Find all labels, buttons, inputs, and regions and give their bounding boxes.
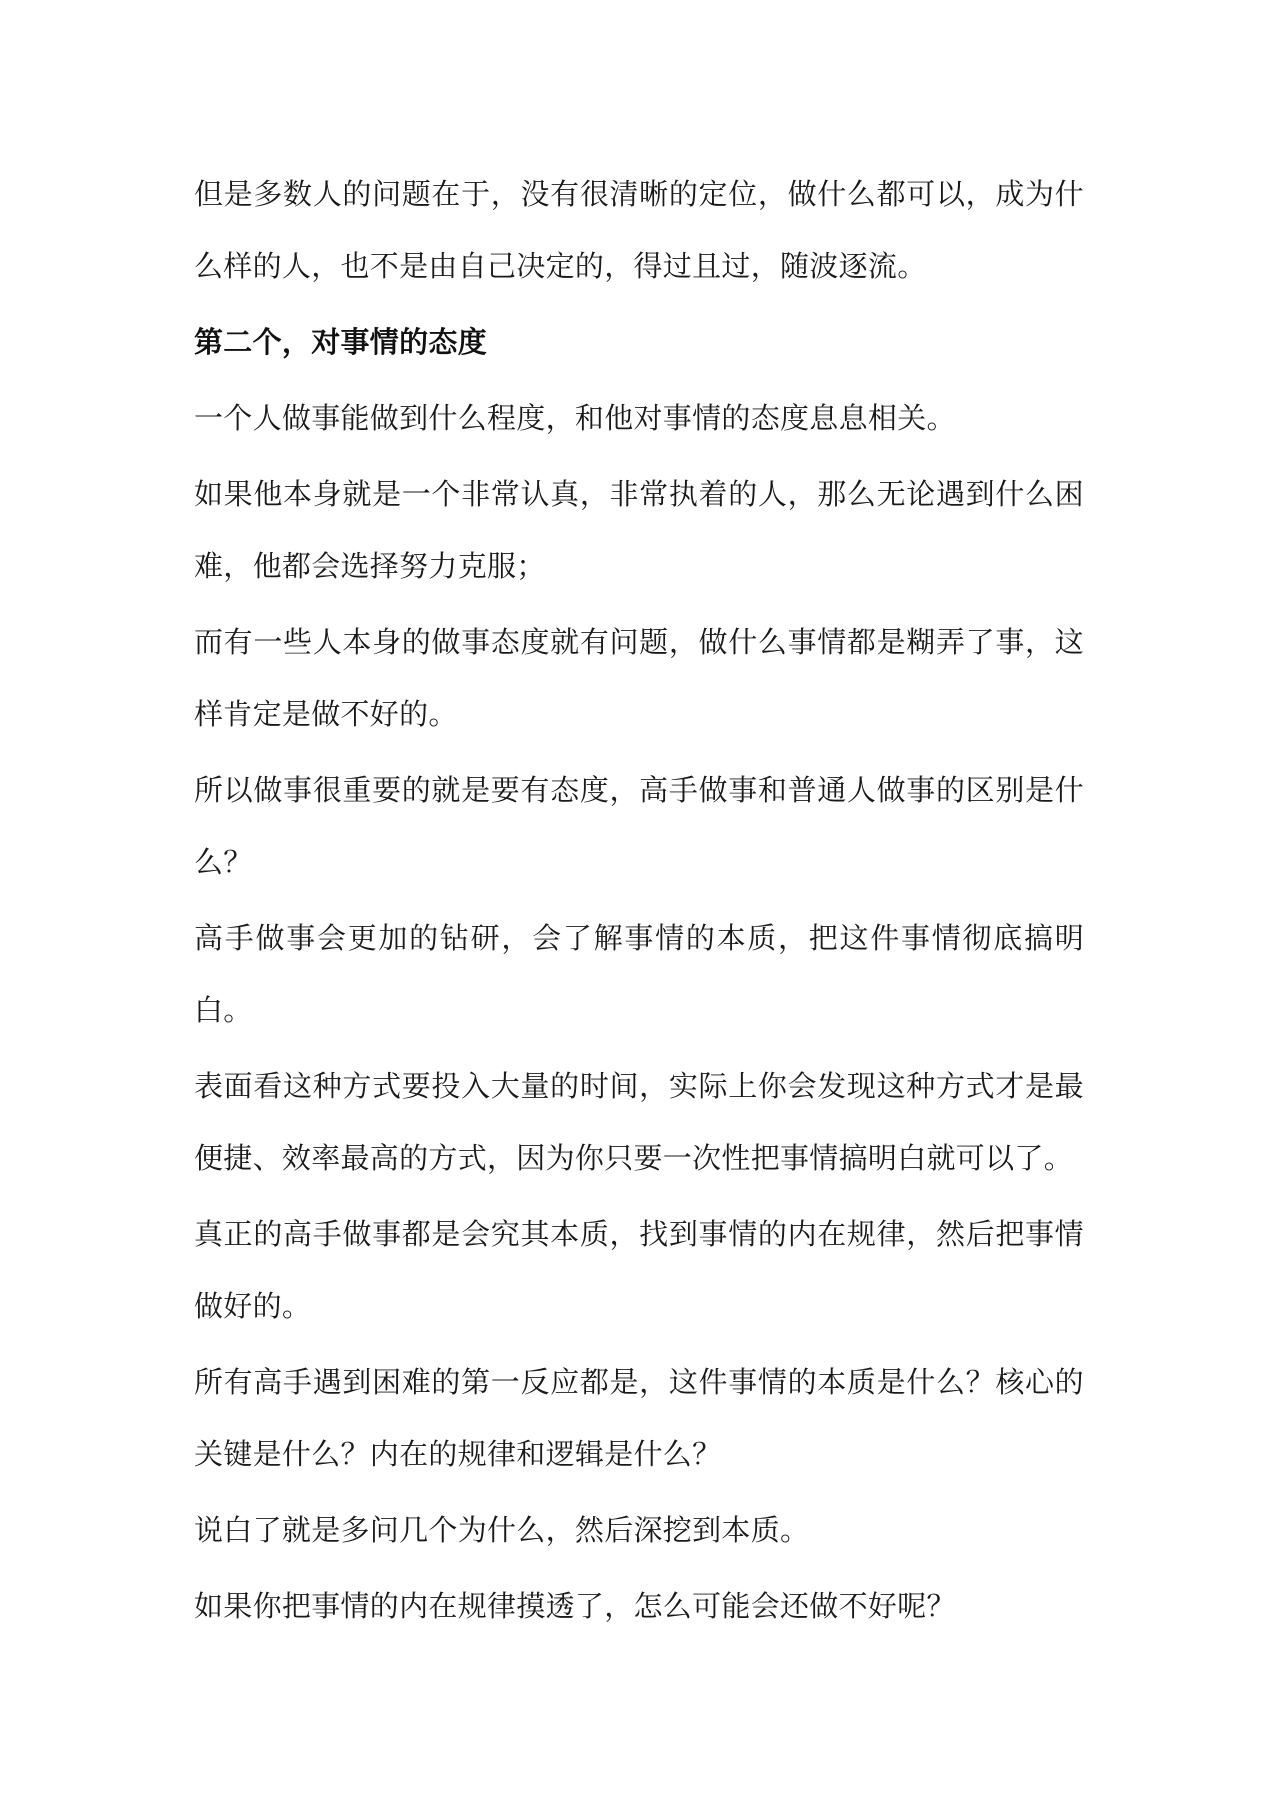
paragraph-10: 说白了就是多问几个为什么，然后深挖到本质。	[194, 1513, 810, 1547]
paragraph-7: 表面看这种方式要投入大量的时间，实际上你会发现这种方式才是最便捷、效率最高的方式，因为你只要一次性把事情搞明白就可以了。	[194, 1069, 1084, 1175]
paragraph-11: 如果你把事情的内在规律摸透了，怎么可能会还做不好呢？	[194, 1589, 956, 1623]
paragraph-1: 但是多数人的问题在于，没有很清晰的定位，做什么都可以，成为什么样的人，也不是由自己决定的，得过且过，随波逐流。	[194, 177, 1084, 283]
paragraph-2: 一个人做事能做到什么程度，和他对事情的态度息息相关。	[194, 401, 956, 435]
paragraph-5: 所以做事很重要的就是要有态度，高手做事和普通人做事的区别是什么？	[194, 773, 1084, 879]
paragraph-6: 高手做事会更加的钻研，会了解事情的本质，把这件事情彻底搞明白。	[194, 921, 1084, 1027]
paragraph-9: 所有高手遇到困难的第一反应都是，这件事情的本质是什么？核心的关键是什么？内在的规律和逻辑是什么？	[194, 1365, 1084, 1471]
section-heading: 第二个，对事情的态度	[194, 325, 488, 359]
paragraph-4: 而有一些人本身的做事态度就有问题，做什么事情都是糊弄了事，这样肯定是做不好的。	[194, 625, 1084, 731]
paragraph-3: 如果他本身就是一个非常认真，非常执着的人，那么无论遇到什么困难，他都会选择努力克服；	[194, 477, 1084, 583]
paragraph-8: 真正的高手做事都是会究其本质，找到事情的内在规律，然后把事情做好的。	[194, 1217, 1084, 1323]
document-body	[194, 158, 1084, 1646]
